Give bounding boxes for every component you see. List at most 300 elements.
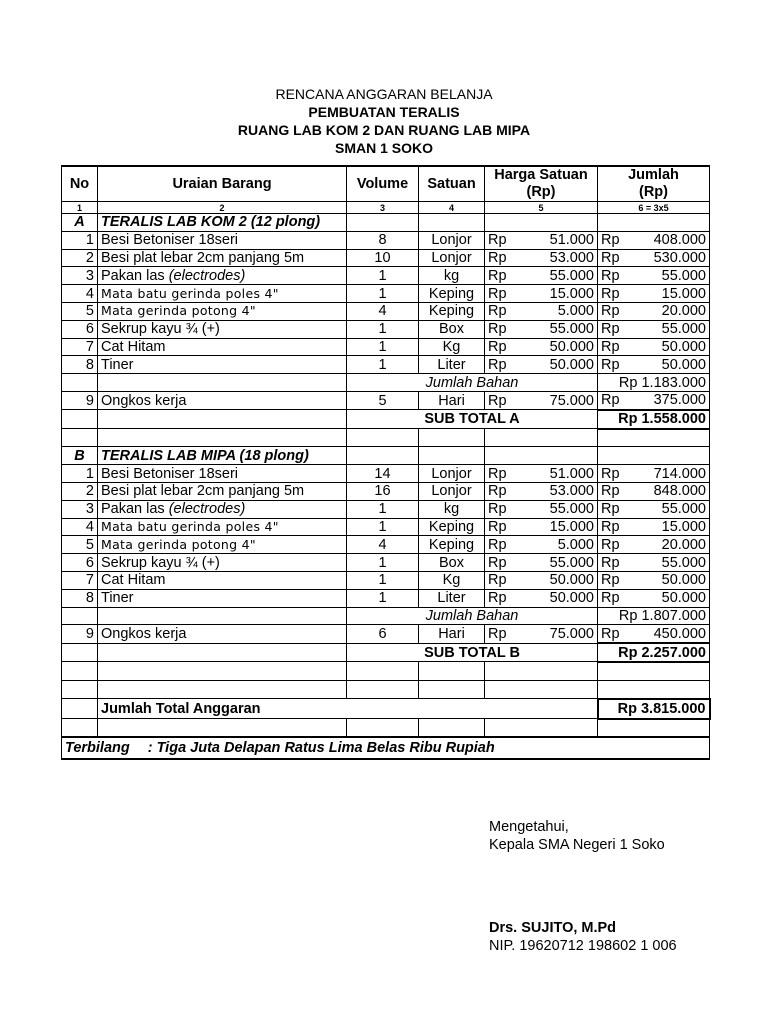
item-name-text: Sekrup kayu ¾ (+)	[101, 554, 220, 571]
subtotal-label: SUB TOTAL B	[347, 643, 598, 662]
item-name	[98, 518, 347, 536]
amount: 55.000	[549, 554, 594, 571]
item-name	[98, 231, 347, 249]
labor-row	[62, 391, 710, 409]
currency-label: Rp	[601, 625, 620, 642]
item-volume: 5	[347, 391, 419, 409]
item-no: 1	[62, 231, 98, 249]
signer-name: Drs. SUJITO, M.Pd	[489, 920, 617, 936]
budget-table-body	[62, 166, 710, 759]
terbilang-row	[62, 737, 710, 759]
currency-label: Rp	[601, 249, 620, 266]
idx-2: 2	[98, 202, 347, 214]
item-unit: kg	[419, 500, 485, 518]
item-price	[485, 320, 598, 338]
item-name-text: Sekrup kayu ¾ (+)	[101, 321, 220, 338]
empty-cell	[62, 374, 98, 392]
empty-cell	[419, 680, 485, 698]
amount: 75.000	[549, 625, 594, 642]
item-volume: 10	[347, 249, 419, 267]
empty-cell	[485, 214, 598, 232]
item-name-text: Pakan las	[101, 267, 169, 284]
item-unit: Kg	[419, 338, 485, 356]
item-volume: 1	[347, 554, 419, 572]
empty-cell	[347, 429, 419, 447]
item-no: 6	[62, 320, 98, 338]
item-unit: Liter	[419, 589, 485, 607]
item-name-text: Besi Betoniser 18seri	[101, 465, 239, 482]
item-volume: 1	[347, 518, 419, 536]
empty-cell	[347, 680, 419, 698]
currency-label: Rp	[488, 392, 507, 409]
currency-label: Rp	[488, 338, 507, 355]
item-row	[62, 482, 710, 500]
item-name-italic: (electrodes)	[168, 267, 246, 284]
item-name-italic: (electrodes)	[168, 501, 246, 518]
amount: 51.000	[549, 232, 594, 249]
item-volume: 1	[347, 285, 419, 303]
amount: 714.000	[653, 465, 706, 482]
item-price	[485, 465, 598, 483]
item-no: 4	[62, 518, 98, 536]
empty-cell	[62, 643, 98, 662]
amount: 15.000	[549, 285, 594, 302]
empty-cell	[347, 719, 419, 738]
item-price	[485, 249, 598, 267]
item-name	[98, 285, 347, 303]
empty-cell	[98, 719, 347, 738]
item-no: 5	[62, 536, 98, 554]
amount: 450.000	[653, 625, 706, 642]
amount: 15.000	[661, 285, 706, 302]
item-price	[485, 302, 598, 320]
item-row	[62, 356, 710, 374]
item-name-text: Cat Hitam	[101, 572, 166, 589]
item-volume: 1	[347, 571, 419, 589]
item-unit: kg	[419, 267, 485, 285]
terbilang	[62, 737, 710, 759]
subtotal-value: Rp 1.558.000	[598, 410, 710, 429]
section-header-row	[62, 447, 710, 465]
amount: 375.000	[653, 392, 706, 409]
amount: 55.000	[549, 321, 594, 338]
empty-cell	[98, 607, 347, 625]
item-price	[485, 571, 598, 589]
amount: 50.000	[549, 572, 594, 589]
item-price	[485, 589, 598, 607]
header-no: No	[62, 166, 98, 202]
item-volume: 8	[347, 231, 419, 249]
item-volume: 4	[347, 302, 419, 320]
currency-label: Rp	[488, 249, 507, 266]
amount: 55.000	[661, 554, 706, 571]
item-total	[598, 338, 710, 356]
item-volume: 4	[347, 536, 419, 554]
item-name-text: Pakan las	[101, 501, 169, 518]
item-volume: 1	[347, 356, 419, 374]
currency-label: Rp	[601, 518, 620, 535]
document-title	[0, 85, 768, 157]
item-unit: Box	[419, 554, 485, 572]
currency-label: Rp	[488, 356, 507, 373]
jumlah-bahan-value: Rp 1.807.000	[598, 607, 710, 625]
item-no: 3	[62, 267, 98, 285]
header-jumlah: Jumlah (Rp)	[598, 166, 710, 202]
amount: 50.000	[549, 590, 594, 607]
currency-label: Rp	[601, 483, 620, 500]
item-volume: 1	[347, 500, 419, 518]
currency-label: Rp	[488, 536, 507, 553]
item-total	[598, 625, 710, 643]
item-name	[98, 536, 347, 554]
empty-cell	[62, 410, 98, 429]
item-no: 2	[62, 482, 98, 500]
idx-6: 6 = 3x5	[598, 202, 710, 214]
header-uraian: Uraian Barang	[98, 166, 347, 202]
item-total	[598, 302, 710, 320]
item-price	[485, 231, 598, 249]
amount: 75.000	[549, 392, 594, 409]
empty-cell	[62, 719, 98, 738]
item-name	[98, 338, 347, 356]
spacer-row	[62, 662, 710, 680]
item-name	[98, 482, 347, 500]
currency-label: Rp	[488, 267, 507, 284]
item-unit: Kg	[419, 571, 485, 589]
subtotal-label: SUB TOTAL A	[347, 410, 598, 429]
empty-cell	[62, 699, 98, 719]
amount: 50.000	[549, 356, 594, 373]
subtotal-row	[62, 410, 710, 429]
empty-cell	[347, 447, 419, 465]
item-unit: Lonjor	[419, 465, 485, 483]
item-volume: 16	[347, 482, 419, 500]
amount: 55.000	[661, 267, 706, 284]
item-unit: Lonjor	[419, 231, 485, 249]
empty-cell	[485, 429, 598, 447]
section-header-row	[62, 214, 710, 232]
item-row	[62, 554, 710, 572]
item-total	[598, 482, 710, 500]
item-name-text: Besi plat lebar 2cm panjang 5m	[101, 249, 305, 266]
amount: 55.000	[549, 501, 594, 518]
item-total	[598, 267, 710, 285]
item-row	[62, 589, 710, 607]
amount: 55.000	[661, 501, 706, 518]
amount: 20.000	[661, 536, 706, 553]
jumlah-bahan-value: Rp 1.183.000	[598, 374, 710, 392]
empty-cell	[419, 662, 485, 680]
currency-label: Rp	[488, 501, 507, 518]
currency-label: Rp	[601, 465, 620, 482]
item-name-text: Cat Hitam	[101, 338, 166, 355]
currency-label: Rp	[488, 572, 507, 589]
item-unit: Lonjor	[419, 249, 485, 267]
item-no: 1	[62, 465, 98, 483]
item-row	[62, 302, 710, 320]
item-total	[598, 500, 710, 518]
item-total	[598, 554, 710, 572]
currency-label: Rp	[488, 285, 507, 302]
empty-cell	[62, 607, 98, 625]
amount: 53.000	[549, 249, 594, 266]
header-satuan: Satuan	[419, 166, 485, 202]
idx-3: 3	[347, 202, 419, 214]
amount: 5.000	[557, 303, 594, 320]
item-unit: Hari	[419, 391, 485, 409]
item-price	[485, 625, 598, 643]
item-name	[98, 554, 347, 572]
item-name-text: Besi plat lebar 2cm panjang 5m	[101, 483, 305, 500]
empty-cell	[98, 680, 347, 698]
grand-total-value: Rp 3.815.000	[598, 699, 710, 719]
title-line-2: PEMBUATAN TERALIS	[308, 104, 460, 120]
item-no: 6	[62, 554, 98, 572]
header-harga: Harga Satuan (Rp)	[485, 166, 598, 202]
empty-cell	[419, 447, 485, 465]
signature-line-2: Kepala SMA Negeri 1 Soko	[489, 837, 665, 853]
empty-cell	[485, 447, 598, 465]
item-row	[62, 285, 710, 303]
item-no: 7	[62, 571, 98, 589]
item-price	[485, 285, 598, 303]
amount: 848.000	[653, 483, 706, 500]
grand-total-row	[62, 699, 710, 719]
item-name	[98, 302, 347, 320]
item-volume: 6	[347, 625, 419, 643]
section-title: TERALIS LAB MIPA (18 plong)	[98, 447, 347, 465]
jumlah-bahan-row	[62, 607, 710, 625]
jumlah-bahan-label: Jumlah Bahan	[347, 607, 598, 625]
item-row	[62, 518, 710, 536]
item-total	[598, 320, 710, 338]
currency-label: Rp	[488, 625, 507, 642]
item-no: 9	[62, 625, 98, 643]
currency-label: Rp	[601, 303, 620, 320]
item-total	[598, 249, 710, 267]
item-price	[485, 500, 598, 518]
item-name	[98, 267, 347, 285]
section-code: A	[62, 214, 98, 232]
section-title: TERALIS LAB KOM 2 (12 plong)	[98, 214, 347, 232]
currency-label: Rp	[488, 518, 507, 535]
item-price	[485, 338, 598, 356]
amount: 50.000	[661, 356, 706, 373]
currency-label: Rp	[488, 465, 507, 482]
item-name-text: Tiner	[101, 590, 134, 607]
empty-cell	[598, 447, 710, 465]
currency-label: Rp	[601, 554, 620, 571]
amount: 50.000	[661, 572, 706, 589]
item-total	[598, 536, 710, 554]
item-name	[98, 249, 347, 267]
currency-label: Rp	[601, 267, 620, 284]
amount: 408.000	[653, 232, 706, 249]
amount: 55.000	[661, 321, 706, 338]
item-total	[598, 356, 710, 374]
column-index-row	[62, 202, 710, 214]
currency-label: Rp	[601, 356, 620, 373]
currency-label: Rp	[601, 501, 620, 518]
signature-block	[489, 818, 665, 854]
empty-cell	[598, 680, 710, 698]
item-no: 5	[62, 302, 98, 320]
item-total	[598, 589, 710, 607]
signature-line-1: Mengetahui,	[489, 819, 569, 835]
amount: 51.000	[549, 465, 594, 482]
currency-label: Rp	[488, 303, 507, 320]
item-volume: 1	[347, 267, 419, 285]
budget-table	[61, 165, 711, 760]
amount: 15.000	[549, 518, 594, 535]
item-total	[598, 518, 710, 536]
header-volume: Volume	[347, 166, 419, 202]
spacer-row	[62, 719, 710, 738]
currency-label: Rp	[601, 285, 620, 302]
amount: 5.000	[557, 536, 594, 553]
item-no: 4	[62, 285, 98, 303]
item-unit: Liter	[419, 356, 485, 374]
item-row	[62, 267, 710, 285]
item-unit: Keping	[419, 285, 485, 303]
amount: 53.000	[549, 483, 594, 500]
item-name: Ongkos kerja	[98, 625, 347, 643]
title-line-1: RENCANA ANGGARAN BELANJA	[275, 86, 493, 102]
item-volume: 1	[347, 589, 419, 607]
item-price	[485, 518, 598, 536]
item-no: 7	[62, 338, 98, 356]
title-line-3: RUANG LAB KOM 2 DAN RUANG LAB MIPA	[237, 122, 531, 138]
item-name-text: Tiner	[101, 356, 134, 373]
empty-cell	[62, 680, 98, 698]
terbilang-text: : Tiga Juta Delapan Ratus Lima Belas Ribu Rupiah	[147, 740, 495, 757]
item-no: 3	[62, 500, 98, 518]
currency-label: Rp	[601, 392, 620, 409]
signer-nip: NIP. 19620712 198602 1 006	[489, 938, 677, 954]
item-row	[62, 465, 710, 483]
jumlah-bahan-row	[62, 374, 710, 392]
currency-label: Rp	[601, 338, 620, 355]
item-row	[62, 500, 710, 518]
empty-cell	[485, 680, 598, 698]
empty-cell	[598, 719, 710, 738]
amount: 50.000	[661, 338, 706, 355]
currency-label: Rp	[601, 572, 620, 589]
signer	[489, 919, 677, 955]
jumlah-bahan-label: Jumlah Bahan	[347, 374, 598, 392]
spacer-row	[62, 429, 710, 447]
empty-cell	[419, 214, 485, 232]
item-name-text: Mata batu gerinda poles 4"	[101, 285, 279, 301]
item-name	[98, 571, 347, 589]
amount: 50.000	[549, 338, 594, 355]
empty-cell	[98, 374, 347, 392]
empty-cell	[419, 429, 485, 447]
empty-cell	[485, 719, 598, 738]
item-name-text: Mata gerinda potong 4"	[101, 303, 256, 319]
empty-cell	[62, 662, 98, 680]
empty-cell	[347, 214, 419, 232]
item-unit: Lonjor	[419, 482, 485, 500]
item-price	[485, 391, 598, 409]
item-name	[98, 465, 347, 483]
currency-label: Rp	[488, 232, 507, 249]
item-unit: Box	[419, 320, 485, 338]
currency-label: Rp	[601, 232, 620, 249]
empty-cell	[598, 214, 710, 232]
amount: 530.000	[653, 249, 706, 266]
item-row	[62, 249, 710, 267]
amount: 55.000	[549, 267, 594, 284]
idx-1: 1	[62, 202, 98, 214]
currency-label: Rp	[488, 554, 507, 571]
currency-label: Rp	[488, 321, 507, 338]
item-price	[485, 267, 598, 285]
item-name	[98, 356, 347, 374]
empty-cell	[62, 429, 98, 447]
spacer-row	[62, 680, 710, 698]
empty-cell	[98, 643, 347, 662]
empty-cell	[98, 662, 347, 680]
item-name-text: Mata batu gerinda poles 4"	[101, 518, 279, 534]
empty-cell	[347, 662, 419, 680]
item-no: 2	[62, 249, 98, 267]
item-row	[62, 571, 710, 589]
currency-label: Rp	[601, 590, 620, 607]
amount: 15.000	[661, 518, 706, 535]
header-row	[62, 166, 710, 202]
currency-label: Rp	[488, 483, 507, 500]
item-name-text: Mata gerinda potong 4"	[101, 536, 256, 552]
empty-cell	[98, 410, 347, 429]
terbilang-label: Terbilang	[65, 740, 130, 757]
item-no: 8	[62, 356, 98, 374]
item-volume: 14	[347, 465, 419, 483]
item-price	[485, 482, 598, 500]
item-name-text: Besi Betoniser 18seri	[101, 232, 239, 249]
subtotal-row	[62, 643, 710, 662]
item-unit: Keping	[419, 518, 485, 536]
item-price	[485, 536, 598, 554]
item-row	[62, 320, 710, 338]
item-unit: Keping	[419, 302, 485, 320]
item-row	[62, 536, 710, 554]
amount: 50.000	[661, 590, 706, 607]
currency-label: Rp	[601, 321, 620, 338]
item-row	[62, 338, 710, 356]
item-name	[98, 320, 347, 338]
grand-total-label: Jumlah Total Anggaran	[98, 699, 598, 719]
item-unit: Keping	[419, 536, 485, 554]
item-total	[598, 571, 710, 589]
title-line-4: SMAN 1 SOKO	[334, 140, 433, 156]
currency-label: Rp	[488, 590, 507, 607]
item-name: Ongkos kerja	[98, 391, 347, 409]
empty-cell	[598, 662, 710, 680]
item-total	[598, 285, 710, 303]
empty-cell	[419, 719, 485, 738]
item-volume: 1	[347, 338, 419, 356]
item-total	[598, 465, 710, 483]
item-row	[62, 231, 710, 249]
empty-cell	[598, 429, 710, 447]
currency-label: Rp	[601, 536, 620, 553]
item-name	[98, 589, 347, 607]
empty-cell	[485, 662, 598, 680]
item-price	[485, 554, 598, 572]
idx-4: 4	[419, 202, 485, 214]
subtotal-value: Rp 2.257.000	[598, 643, 710, 662]
